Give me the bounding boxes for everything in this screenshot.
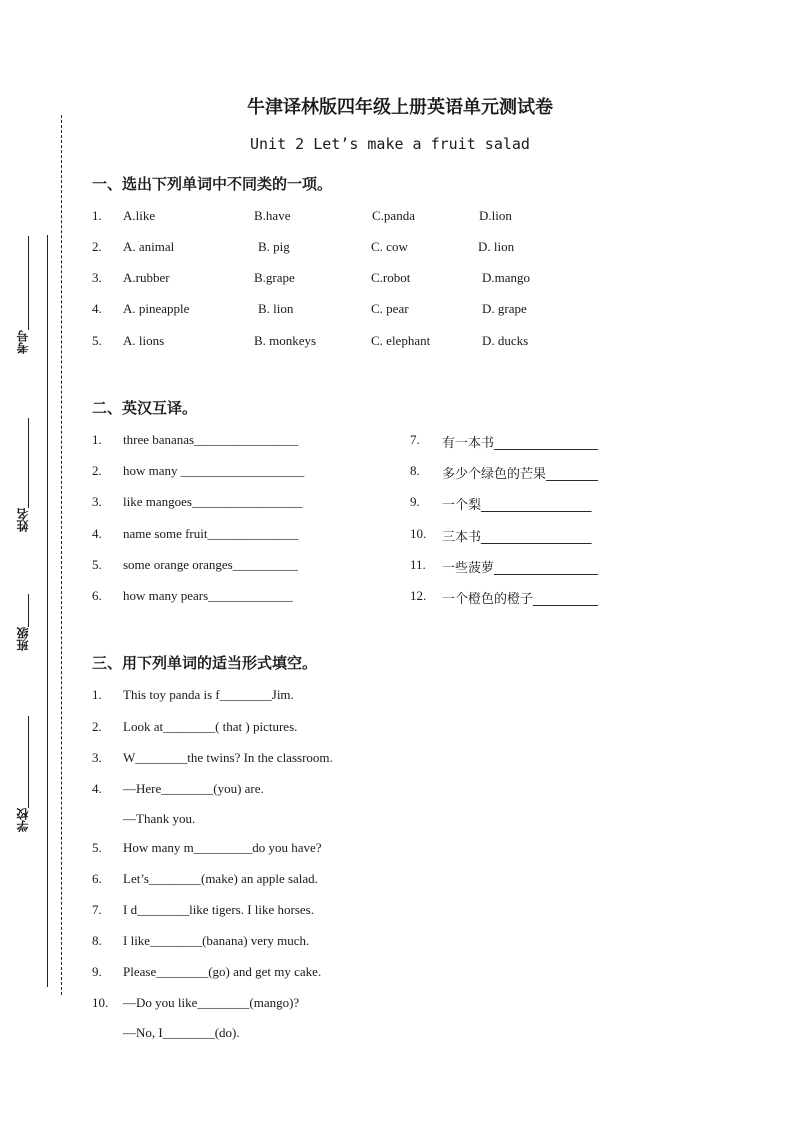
fill-blank-item[interactable]: —Here________(you) are. [123, 781, 264, 796]
question-number: 11. [410, 557, 426, 572]
option-d[interactable]: D. lion [478, 239, 515, 254]
option-d[interactable]: D.lion [479, 208, 512, 223]
question-number: 5. [92, 840, 102, 855]
section1-heading: 一、选出下列单词中不同类的一项。 [92, 175, 333, 193]
question-number: 5. [92, 333, 102, 348]
section3-heading: 三、用下列单词的适当形式填空。 [92, 654, 318, 672]
option-b[interactable]: B. lion [258, 301, 294, 316]
option-c[interactable]: C. pear [371, 301, 409, 316]
question-number: 10. [410, 526, 427, 541]
side-label-name: 姓名 [16, 508, 30, 532]
question-number: 2. [92, 719, 102, 734]
question-number: 9. [92, 964, 102, 979]
fill-blank-item[interactable]: —Thank you. [123, 811, 196, 826]
name-blank[interactable] [28, 418, 29, 508]
question-number: 3. [92, 270, 102, 285]
fill-blank-item[interactable]: How many m_________do you have? [123, 840, 322, 855]
fill-blank-item[interactable]: This toy panda is f________Jim. [123, 687, 294, 702]
question-number: 9. [410, 494, 420, 509]
question-number: 4. [92, 301, 102, 316]
translation-item[interactable]: how many ___________________ [123, 463, 305, 478]
question-number: 2. [92, 239, 102, 254]
binding-dashed-line [61, 115, 62, 995]
question-number: 4. [92, 526, 102, 541]
binding-solid-line [47, 235, 48, 987]
translation-item[interactable]: 一些菠萝________________ [442, 561, 599, 576]
fill-blank-item[interactable]: I d________like tigers. I like horses. [123, 902, 314, 917]
question-number: 1. [92, 208, 102, 223]
fill-blank-item[interactable]: —No, I________(do). [123, 1025, 240, 1040]
option-d[interactable]: D. ducks [482, 333, 529, 348]
fill-blank-item[interactable]: Please________(go) and get my cake. [123, 964, 322, 979]
option-c[interactable]: C.panda [372, 208, 415, 223]
translation-item[interactable]: 一个橙色的橙子__________ [442, 592, 599, 607]
option-c[interactable]: C.robot [371, 270, 411, 285]
option-c[interactable]: C. cow [371, 239, 408, 254]
fill-blank-item[interactable]: —Do you like________(mango)? [123, 995, 300, 1010]
school-blank[interactable] [28, 716, 29, 808]
option-d[interactable]: D.mango [482, 270, 531, 285]
question-number: 3. [92, 750, 102, 765]
option-b[interactable]: B.grape [254, 270, 295, 285]
option-d[interactable]: D. grape [482, 301, 527, 316]
fill-blank-item[interactable]: Let’s________(make) an apple salad. [123, 871, 318, 886]
option-a[interactable]: A. pineapple [123, 301, 190, 316]
side-label-exam-number: 考号 [16, 330, 30, 354]
translation-item[interactable]: 有一本书________________ [442, 436, 599, 451]
question-number: 7. [410, 432, 420, 447]
question-number: 8. [410, 463, 420, 478]
option-b[interactable]: B. monkeys [254, 333, 317, 348]
question-number: 1. [92, 432, 102, 447]
translation-item[interactable]: name some fruit______________ [123, 526, 299, 541]
translation-item[interactable]: 一个梨_________________ [442, 498, 592, 513]
side-label-school: 学校 [16, 808, 30, 832]
exam-number-blank[interactable] [28, 236, 29, 330]
question-number: 3. [92, 494, 102, 509]
translation-item[interactable]: three bananas________________ [123, 432, 299, 447]
question-number: 10. [92, 995, 109, 1010]
unit-subtitle: Unit 2 Let’s make a fruit salad [250, 135, 530, 153]
question-number: 6. [92, 871, 102, 886]
option-c[interactable]: C. elephant [371, 333, 431, 348]
fill-blank-item[interactable]: I like________(banana) very much. [123, 933, 310, 948]
fill-blank-item[interactable]: Look at________( that ) pictures. [123, 719, 298, 734]
question-number: 12. [410, 588, 427, 603]
fill-blank-item[interactable]: W________the twins? In the classroom. [123, 750, 333, 765]
option-a[interactable]: A. lions [123, 333, 165, 348]
question-number: 4. [92, 781, 102, 796]
section2-heading: 二、英汉互译。 [92, 399, 198, 417]
translation-item[interactable]: some orange oranges__________ [123, 557, 298, 572]
option-a[interactable]: A.like [123, 208, 156, 223]
page-title: 牛津译林版四年级上册英语单元测试卷 [247, 97, 553, 118]
translation-item[interactable]: 三本书_________________ [442, 530, 592, 545]
question-number: 6. [92, 588, 102, 603]
translation-item[interactable]: 多少个绿色的芒果________ [442, 467, 599, 482]
option-a[interactable]: A.rubber [123, 270, 170, 285]
question-number: 2. [92, 463, 102, 478]
class-blank[interactable] [28, 594, 29, 627]
translation-item[interactable]: like mangoes_________________ [123, 494, 303, 509]
option-b[interactable]: B. pig [258, 239, 290, 254]
question-number: 1. [92, 687, 102, 702]
translation-item[interactable]: how many pears_____________ [123, 588, 293, 603]
question-number: 7. [92, 902, 102, 917]
question-number: 8. [92, 933, 102, 948]
question-number: 5. [92, 557, 102, 572]
side-label-class: 班级 [16, 627, 30, 651]
option-a[interactable]: A. animal [123, 239, 175, 254]
option-b[interactable]: B.have [254, 208, 291, 223]
